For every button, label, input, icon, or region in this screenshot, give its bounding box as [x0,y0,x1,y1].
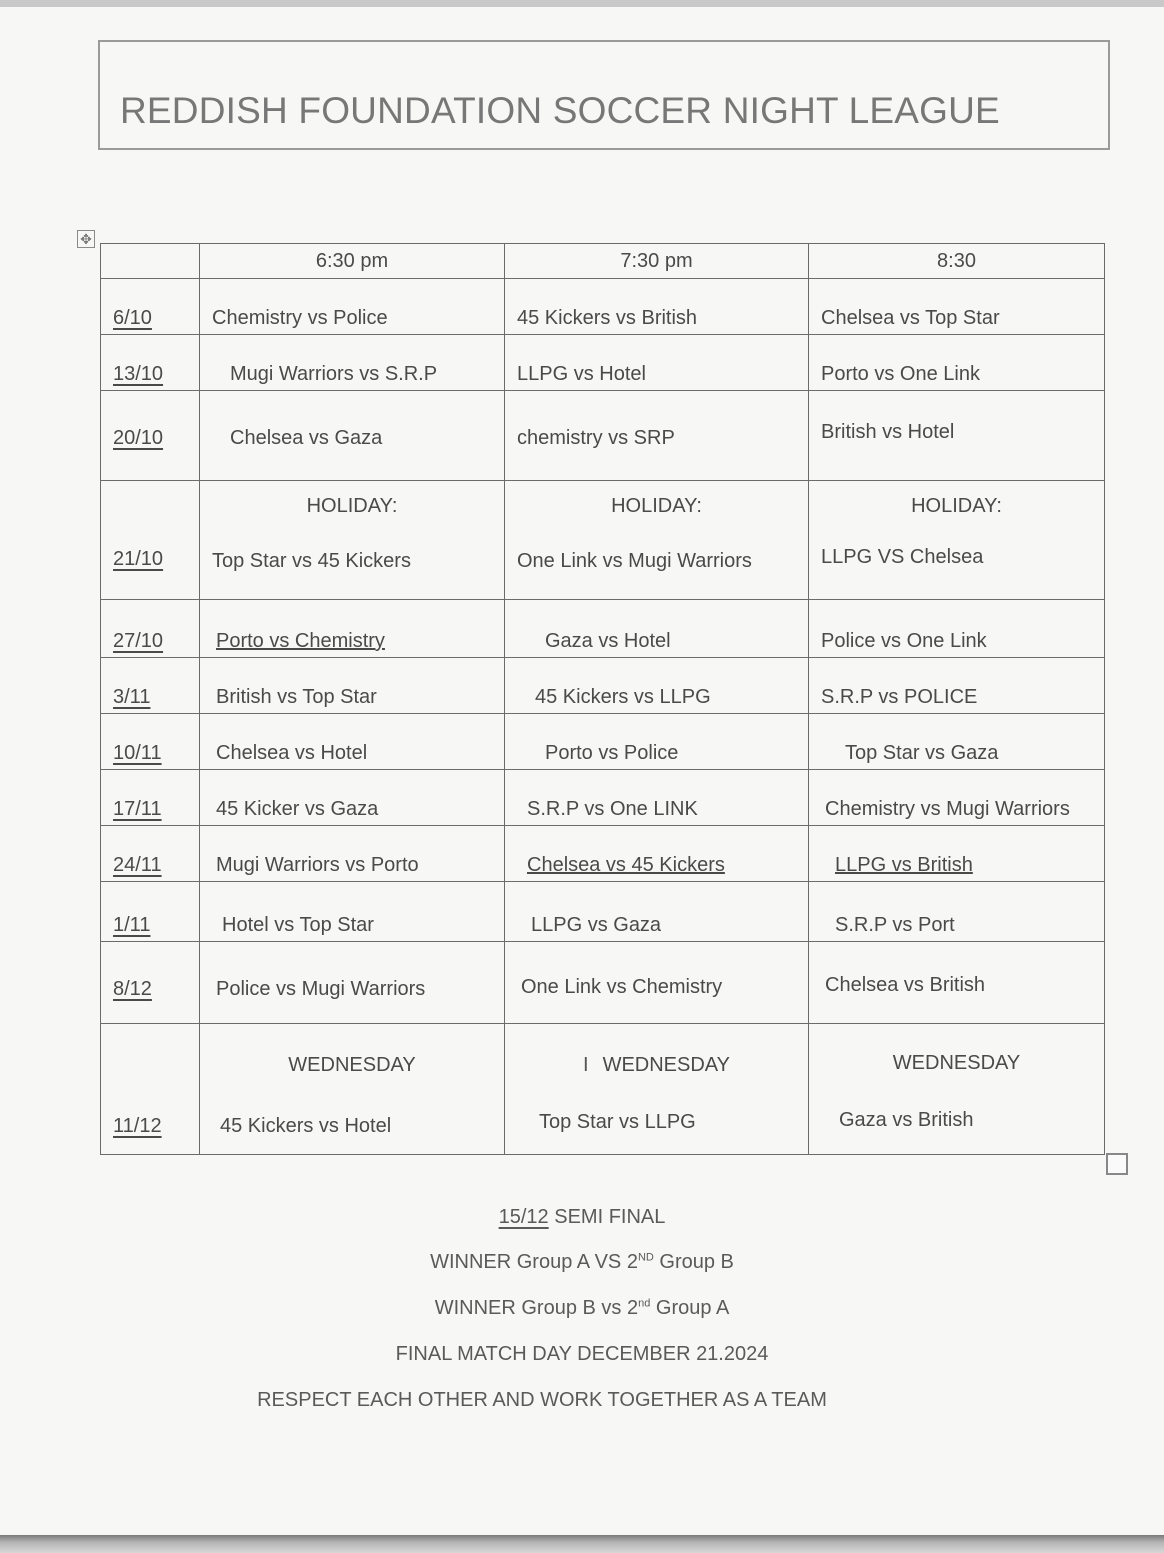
match-cell: Top Star vs Gaza [809,714,1105,770]
schedule-table [100,243,1105,1155]
match-cell [809,1024,1105,1155]
match-cell: Chemistry vs Police [200,279,505,335]
match-cell: 45 Kickers vs LLPG [505,658,809,714]
date-cell: 10/11 [101,714,200,770]
match-cell: Hotel vs Top Star [200,882,505,942]
match-cell: S.R.P vs Port [809,882,1105,942]
title-box [98,40,1110,150]
scan-bottom-edge [0,1535,1164,1553]
match-cell [200,481,505,600]
table-row [101,481,1105,600]
match-cell: Police vs One Link [809,600,1105,658]
match-cell: Mugi Warriors vs S.R.P [200,335,505,391]
table-row [101,826,1105,882]
wednesday-label: I WEDNESDAY [583,1054,730,1076]
final-match-day [0,1343,1164,1366]
match-cell: 45 Kicker vs Gaza [200,770,505,826]
table-row [101,600,1105,658]
date-cell: 6/10 [101,279,200,335]
table-row [101,714,1105,770]
match-cell: 45 Kickers vs British [505,279,809,335]
match-text: One Link vs Mugi Warriors [517,550,752,572]
wednesday-label: WEDNESDAY [892,1052,1021,1074]
wednesday-label: WEDNESDAY [288,1054,416,1076]
date-cell: 24/11 [101,826,200,882]
semi-final-match-1: WINNER Group A VS 2ND Group B [430,1251,734,1273]
date-cell: 11/12 [101,1024,200,1155]
semi-final-label: SEMI FINAL [554,1206,666,1228]
match-text: Gaza vs British [839,1109,974,1131]
match-cell: Porto vs Chemistry [200,600,505,658]
semi-final-match-2: WINNER Group B vs 2nd Group A [434,1297,730,1319]
semi-final-line [0,1206,1164,1229]
match-text: Top Star vs 45 Kickers [212,550,411,572]
date-cell: 1/11 [101,882,200,942]
date-cell: 27/10 [101,600,200,658]
table-row [101,942,1105,1024]
match-cell [809,481,1105,600]
table-row [101,335,1105,391]
date-cell: 13/10 [101,335,200,391]
text-cursor-icon: I [583,1054,589,1076]
match-cell: Porto vs One Link [809,335,1105,391]
date-cell: 8/12 [101,942,200,1024]
table-resize-handle-icon[interactable] [1106,1153,1128,1175]
table-move-handle-icon[interactable]: ✥ [77,230,95,248]
table-row [101,391,1105,481]
date-cell: 3/11 [101,658,200,714]
date-cell: 21/10 [101,481,200,600]
motto: RESPECT EACH OTHER AND WORK TOGETHER AS A TEAM [257,1389,827,1411]
match-cell: Chelsea vs British [809,942,1105,1024]
table-row [101,1024,1105,1155]
final-label: FINAL MATCH DAY [395,1343,572,1365]
match-cell: S.R.P vs POLICE [809,658,1105,714]
table-header-row [101,244,1105,279]
scan-top-edge [0,0,1164,7]
header-slot-1: 6:30 pm [200,244,505,279]
match-cell [505,481,809,600]
page-title: REDDISH FOUNDATION SOCCER NIGHT LEAGUE [120,90,1000,131]
table-row [101,770,1105,826]
match-cell: Porto vs Police [505,714,809,770]
final-date: DECEMBER 21.2024 [577,1343,769,1365]
match-cell: British vs Hotel [809,391,1105,481]
table-row [101,658,1105,714]
match-text: 45 Kickers vs Hotel [220,1115,392,1137]
match-cell: S.R.P vs One LINK [505,770,809,826]
match-cell [505,1024,809,1155]
match-cell: Chelsea vs 45 Kickers [505,826,809,882]
header-slot-3: 8:30 [809,244,1105,279]
match-cell: British vs Top Star [200,658,505,714]
match-cell: Chelsea vs Hotel [200,714,505,770]
match-cell: chemistry vs SRP [505,391,809,481]
semi-final-date: 15/12 [498,1206,549,1228]
header-slot-2: 7:30 pm [505,244,809,279]
match-cell: Chelsea vs Gaza [200,391,505,481]
match-cell: LLPG vs Gaza [505,882,809,942]
date-cell: 17/11 [101,770,200,826]
holiday-label: HOLIDAY: [611,495,702,517]
holiday-label: HOLIDAY: [911,495,1002,517]
match-text: LLPG VS Chelsea [821,546,984,568]
match-cell: One Link vs Chemistry [505,942,809,1024]
match-cell: Chemistry vs Mugi Warriors [809,770,1105,826]
match-cell: Police vs Mugi Warriors [200,942,505,1024]
match-cell: LLPG vs British [809,826,1105,882]
table-row [101,882,1105,942]
match-cell: Chelsea vs Top Star [809,279,1105,335]
header-date [101,244,200,279]
date-cell: 20/10 [101,391,200,481]
match-cell [200,1024,505,1155]
match-cell: LLPG vs Hotel [505,335,809,391]
match-cell: Mugi Warriors vs Porto [200,826,505,882]
holiday-label: HOLIDAY: [306,495,398,517]
match-text: Top Star vs LLPG [539,1111,696,1133]
match-cell: Gaza vs Hotel [505,600,809,658]
table-row [101,279,1105,335]
